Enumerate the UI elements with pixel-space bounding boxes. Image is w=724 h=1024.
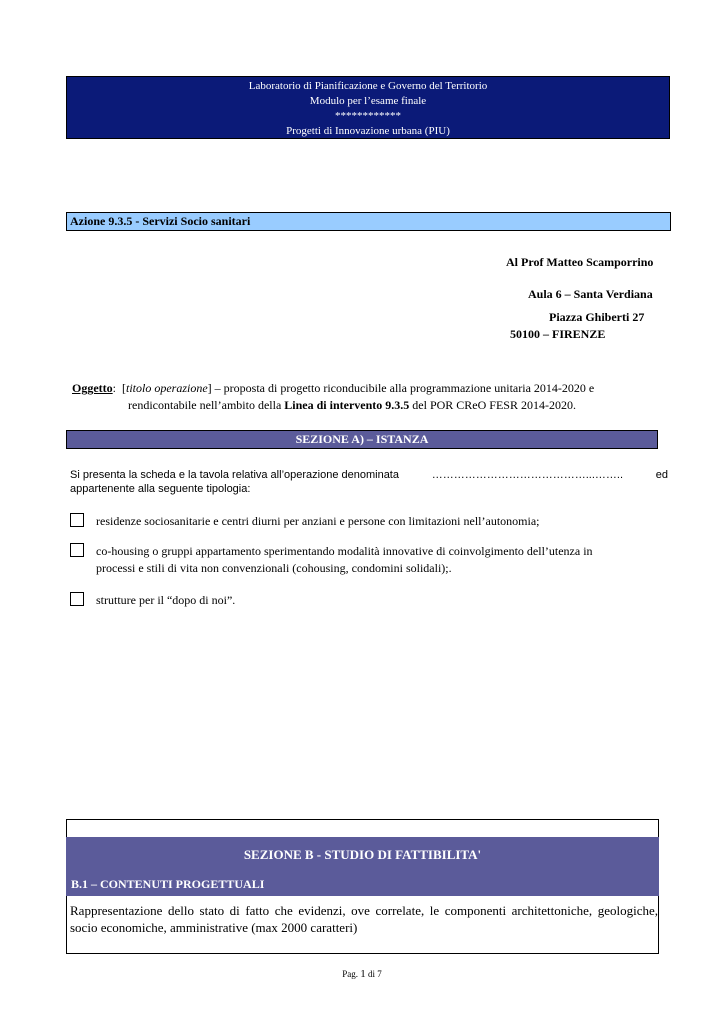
checkbox-dopo-di-noi[interactable]: [70, 592, 84, 606]
oggetto-text-2a: rendicontabile nell’ambito della: [128, 398, 285, 412]
address-recipient: Al Prof Matteo Scamporrino: [506, 255, 654, 269]
section-a-title: SEZIONE A) – ISTANZA: [66, 430, 658, 449]
oggetto-text-2c: del POR CReO FESR 2014-2020.: [409, 398, 576, 412]
address-street: Piazza Ghiberti 27: [549, 310, 645, 324]
option-cohousing-label: co-housing o gruppi appartamento sperimentando modalità innovative di coinvolgimento dell’utenza in: [96, 544, 593, 558]
oggetto-title-placeholder: titolo operazione: [126, 381, 208, 395]
address-room: Aula 6 – Santa Verdiana: [528, 287, 653, 301]
option-cohousing-label-2: processi e stili di vita non convenzionali (cohousing, condomini solidali);.: [96, 561, 452, 575]
option-residenze-label: residenze sociosanitarie e centri diurni per anziani e persone con limitazioni nell’autonomia;: [96, 514, 540, 528]
oggetto-linea: Linea di intervento 9.3.5: [284, 398, 410, 412]
oggetto-label: Oggetto: [72, 381, 113, 395]
address-city: 50100 – FIRENZE: [510, 327, 606, 341]
page-footer: [0, 968, 724, 980]
header-line-stars: ************: [335, 110, 401, 122]
intro-line-2: appartenente alla seguente tipologia:: [70, 483, 251, 495]
header-line-lab: Laboratorio di Pianificazione e Governo del Territorio: [248, 80, 488, 92]
document-header: [66, 76, 670, 139]
footer-page-number: 1: [360, 968, 366, 980]
checkbox-cohousing[interactable]: [70, 543, 84, 557]
footer-total: di 7: [367, 969, 382, 979]
oggetto-text-1: – proposta di progetto riconducibile alla programmazione unitaria 2014-2020 e: [211, 381, 595, 395]
intro-text: Si presenta la scheda e la tavola relativa all’operazione denominata: [70, 469, 399, 481]
intro-paragraph: [70, 468, 668, 496]
section-b-title: SEZIONE B - STUDIO DI FATTIBILITA': [66, 837, 659, 872]
intro-dots: ……………………………………...……..: [431, 469, 624, 481]
oggetto-colon: :: [112, 381, 116, 395]
oggetto-paragraph: Oggetto: [titolo operazione] – proposta di progetto riconducibile alla programmazione unitaria 2014-2020 e rendicontabile nell’ambito della Linea di intervento 9.3.5 del POR CReO FESR 2014-2020.: [72, 381, 595, 412]
header-line-module: Modulo per l’esame finale: [309, 95, 427, 107]
footer-pag: Pag.: [342, 969, 358, 979]
b1-description: Rappresentazione dello stato di fatto che evidenzi, ove correlate, le componenti architettoniche, geologiche, socio economiche, amministrative (max 2000 caratteri): [70, 903, 658, 935]
option-dopo-di-noi[interactable]: [70, 592, 670, 609]
option-residenze[interactable]: [70, 513, 670, 530]
azione-bar: Azione 9.3.5 - Servizi Socio sanitari: [66, 212, 671, 231]
intro-ed: ed: [655, 469, 668, 481]
option-dopo-di-noi-label: strutture per il “dopo di noi”.: [96, 593, 236, 607]
b1-title: B.1 – CONTENUTI PROGETTUALI: [66, 872, 659, 896]
header-line-piu: Progetti di Innovazione urbana (PIU): [286, 125, 450, 137]
checkbox-residenze[interactable]: [70, 513, 84, 527]
option-cohousing[interactable]: [70, 543, 670, 577]
